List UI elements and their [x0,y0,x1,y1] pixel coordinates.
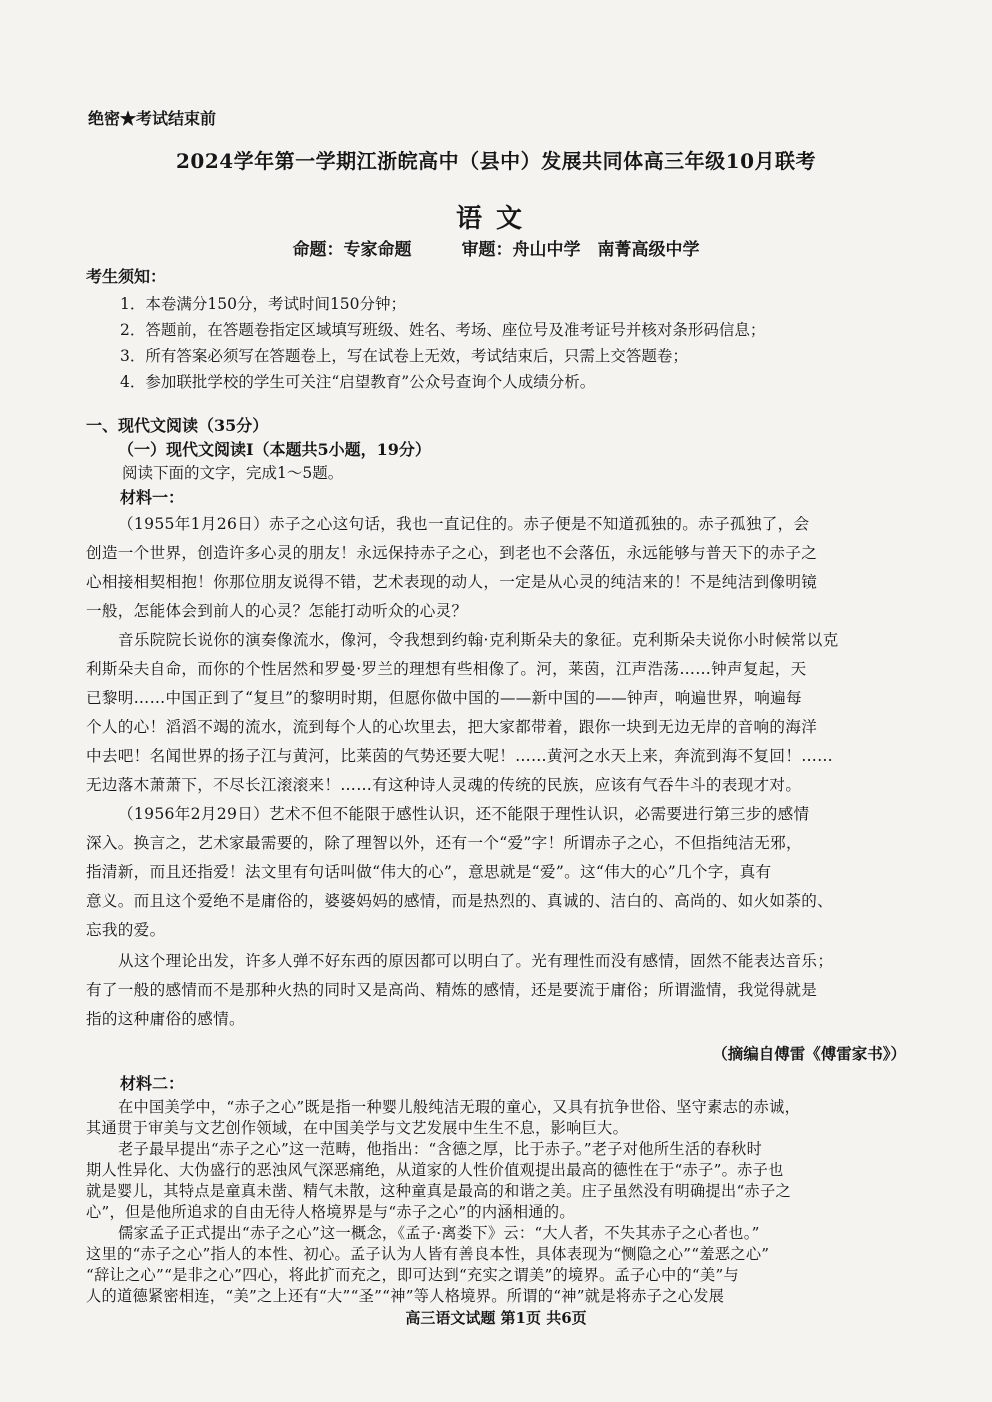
text-line: 心相接相契相抱！你那位朋友说得不错，艺术表现的动人，一定是从心灵的纯洁来的！不是纯洁到像明镜 [86,573,818,591]
section-heading: 一、现代文阅读（35分） [86,416,269,435]
page-footer: 高三语文试题 第1页 共6页 [405,1309,587,1327]
confidential-label: 绝密★考试结束前 [88,109,217,128]
text-line: 中去吧！名闻世界的扬子江与黄河，比莱茵的气势还要大呢！……黄河之水天上来，奔流到海不复回！…… [86,747,834,765]
text-line: 深入。换言之，艺术家最需要的，除了理智以外，还有一个“爱”字！所谓赤子之心，不但指纯洁无邪， [86,834,802,852]
exam-title: 2024学年第一学期江浙皖高中（县中）发展共同体高三年级10月联考 [176,149,816,173]
text-line: 老子最早提出“赤子之心”这一范畴，他指出：“含德之厚，比于赤子。”老子对他所生活的春秋时 [118,1140,763,1158]
text-line: 利斯朵夫自命，而你的个性居然和罗曼·罗兰的理想有些相像了。河，莱茵，江声浩荡……钟声复起，天 [86,660,807,678]
reviewer: 审题：舟山中学 南菁高级中学 [461,240,700,260]
text-line: 忘我的爱。 [86,921,166,939]
text-line: 无边落木萧萧下，不尽长江滚滚来！……有这种诗人灵魂的传统的民族，应该有气吞牛斗的表现才对。 [86,776,802,794]
author-line [0,235,992,260]
setter: 命题：专家命题 [292,240,412,260]
text-line: 一般，怎能体会到前人的心灵？怎能打动听众的心灵？ [86,602,468,620]
text-line: 在中国美学中，“赤子之心”既是指一种婴儿般纯洁无瑕的童心，又具有抗争世俗、坚守素志的赤诚， [118,1098,801,1116]
notice-item: 3．所有答案必须写在答题卷上，写在试卷上无效，考试结束后，只需上交答题卷； [120,347,688,365]
subject-title: 语文 [455,204,536,234]
text-line: “辞让之心”“是非之心”四心，将此扩而充之，即可达到“充实之谓美”的境界。孟子心中的“美”与 [86,1266,740,1284]
material2-label: 材料二： [120,1074,185,1093]
text-line: 音乐院院长说你的演奏像流水，像河，令我想到约翰·克利斯朵夫的象征。克利斯朵夫说你小时候常以克 [118,631,839,649]
text-line: 已黎明……中国正到了“复旦”的黎明时期，但愿你做中国的——新中国的——钟声，响遍世界，响遍每 [86,689,802,707]
text-line: 就是婴儿，其特点是童真未凿、精气未散，这种童真是最高的和谐之美。庄子虽然没有明确提出“赤子之 [86,1182,792,1200]
text-line: 人的道德紧密相连，“美”之上还有“大”“圣”“神”等人格境界。所谓的“神”就是将赤子之心发展 [86,1287,725,1305]
text-line: 有了一般的感情而不是那种火热的同时又是高尚、精炼的感情，还是要流于庸俗；所谓滥情，我觉得就是 [86,981,818,999]
subsection-heading: （一）现代文阅读Ⅰ（本题共5小题，19分） [118,440,431,459]
material1-citation: （摘编自傅雷《傅雷家书》） [712,1044,906,1063]
text-line: 其通贯于审美与文艺创作领域，在中国美学与文艺发展中生生不息，影响巨大。 [86,1119,629,1137]
text-line: 意义。而且这个爱绝不是庸俗的，婆婆妈妈的感情，而是热烈的、真诚的、洁白的、高尚的、如火如荼的、 [86,892,834,910]
notice-item: 4．参加联批学校的学生可关注“启望教育”公众号查询个人成绩分析。 [120,373,596,391]
text-line: 这里的“赤子之心”指人的本性、初心。孟子认为人皆有善良本性，具体表现为“恻隐之心”“羞恶之心” [86,1245,770,1263]
text-line: 指的这种庸俗的感情。 [86,1010,245,1028]
text-line: 儒家孟子正式提出“赤子之心”这一概念，《孟子·离娄下》云：“大人者，不失其赤子之心者也。” [118,1224,760,1242]
text-line: 个人的心！滔滔不竭的流水，流到每个人的心坎里去，把大家都带着，跟你一块到无边无岸的音响的海洋 [86,718,818,736]
text-line: （1956年2月29日）艺术不但不能限于感性认识，还不能限于理性认识，必需要进行第三步的感情 [118,805,810,823]
notice-item: 1．本卷满分150分，考试时间150分钟； [120,295,407,313]
material1-label: 材料一： [120,488,185,507]
text-line: 心”，但是他所追求的自由无待人格境界是与“赤子之心”的内涵相通的。 [86,1203,575,1221]
text-line: 从这个理论出发，许多人弹不好东西的原因都可以明白了。光有理性而没有感情，固然不能表达音乐； [118,952,834,970]
text-line: 指清新，而且还指爱！法文里有句话叫做“伟大的心”，意思就是“爱”。这“伟大的心”几个字，真有 [86,863,772,881]
text-line: （1955年1月26日）赤子之心这句话，我也一直记住的。赤子便是不知道孤独的。赤子孤独了，会 [118,515,810,533]
notice-title: 考生须知： [86,267,167,286]
text-line: 创造一个世界，创造许多心灵的朋友！永远保持赤子之心，到老也不会落伍，永远能够与普天下的赤子之 [86,544,818,562]
text-line: 期人性异化、大伪盛行的恶浊风气深恶痛绝，从道家的人性价值观提出最高的德性在于“赤子”。赤子也 [86,1161,784,1179]
notice-item: 2．答题前，在答题卷指定区域填写班级、姓名、考场、座位号及准考证号并核对条形码信息； [120,321,766,339]
instruction: 阅读下面的文字，完成1～5题。 [122,464,344,482]
